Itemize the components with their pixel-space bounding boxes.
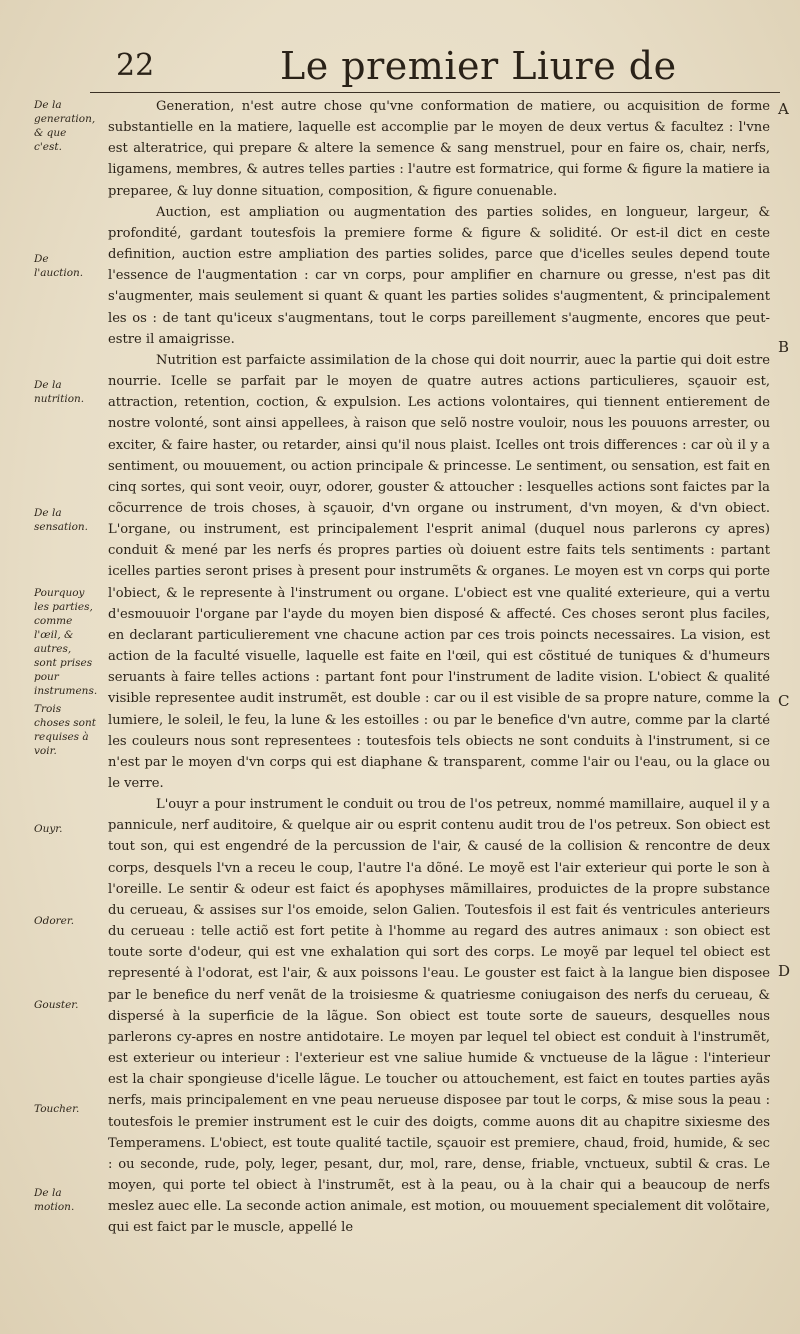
margin-note: De la motion. xyxy=(34,1187,75,1213)
section-letter: B xyxy=(778,338,790,356)
body-text xyxy=(108,96,770,1238)
margin-note: Ouyr. xyxy=(34,823,63,835)
margin-note: Pourquoy les parties, comme l'œil, & autres, sont prises pour instrumens. xyxy=(34,587,98,697)
paragraph-nutrition: Nutrition est parfaicte assimilation de la chose qui doit nourrir, auec la partie qui doit estre nourrie. Icelle se parfait par le moyen de quatre autres actions particulieres, sçauoir est, attraction, retention, coction, & expulsion. Les actions volontaires, qui tiennent entierement de nostre volonté, sont ainsi appellees, à raison que selõ nostre vouloir, nous les pouuons arrester, ou exciter, & faire haster, ou retarder, ainsi qu'il nous plaist. Icelles ont trois differences : car où il y a sentiment, ou mouuement, ou action principale & princesse. Le sentiment, ou sensation, est fait en cinq sortes, qui sont veoir, ouyr, odorer, gouster & attoucher : lesquelles actions sont faictes par la cõcurrence de trois choses, à sçauoir, d'vn organe ou instrument, d'vn moyen, & d'vn obiect. L'organe, ou instrument, est principalement l'esprit animal (duquel nous parlerons cy apres) conduit & mené par les nerfs és propres parties où doiuent estre faits tels sentiments : partant icelles parties seront prises à present pour instrumẽts & organes. Le moyen est vn corps qui porte l'obiect, & le represente à l'instrument ou organe. L'obiect est vne qualité exterieure, qui a vertu d'esmouuoir l'organe par l'ayde du moyen bien disposé & affecté. Ces choses seront plus faciles, en declarant particulierement vne chacune action par ces trois poincts necessaires. La vision, est action de la faculté visuelle, laquelle est faite en l'œil, qui est cõstitué de tuniques & d'humeurs seruants à faire telles actions : partant font pour l'instrument de ladite vision. L'obiect & qualité visible representee audit instrumẽt, est double : car ou il est visible de sa propre nature, comme la lumiere, le soleil, le feu, la lune & les estoilles : ou par le benefice d'vn autre, comme par la clarté les couleurs nous sont representees : toutesfois tels obiects ne sont conduits à l'instrument, si ce n'est par le moyen d'vn corps qui est diaphane & transparent, comme l'air ou l'eau, ou la glace ou le verre. xyxy=(108,352,770,791)
paragraph-auction: Auction, est ampliation ou augmentation des parties solides, en longueur, largeur, & profondité, gardant toutesfois la premiere forme & figure & solidité. Or est-il dict en ceste definition, auction estre ampliation des parties solides, parce que d'icelles seules depend toute l'essence de l'augmentation : car vn corps, pour amplifier en charnure ou gresse, n'est pas dit s'augmenter, mais seulement si quant & quant les parties solides s'augmentent, & principalement les os : de tant qu'iceux s'augmentans, tout le corps pareillement s'augmente, encores que peut-estre il amaigrisse. xyxy=(108,204,770,347)
page-number: 22 xyxy=(116,48,155,83)
margin-notes xyxy=(0,96,96,1326)
margin-note: Trois choses sont requises à voir. xyxy=(34,703,96,757)
page-header xyxy=(90,44,780,93)
margin-note: De la nutrition. xyxy=(34,379,85,405)
section-letter: C xyxy=(778,692,790,710)
margin-note: Gouster. xyxy=(34,999,79,1011)
margin-note: De l'auction. xyxy=(34,253,84,279)
section-letter: D xyxy=(778,962,791,980)
margin-note: Toucher. xyxy=(34,1103,80,1115)
running-title: Le premier Liure de xyxy=(280,44,677,88)
margin-note: De la sensation. xyxy=(34,507,89,533)
margin-note: Odorer. xyxy=(34,915,75,927)
paragraph-senses: L'ouyr a pour instrument le conduit ou trou de l'os petreux, nommé mamillaire, auquel il y a pannicule, nerf auditoire, & quelque air ou esprit contenu audit trou de l'os petreux. Son obiect est tout son, qui est engendré de la percussion de l'air, & causé de la collision & rencontre de deux corps, desquels l'vn a receu le coup, l'autre l'a dõné. Le moyẽ est l'air exterieur qui porte le son à l'oreille. Le sentir & odeur est faict és apophyses mãmillaires, produictes de la propre substance du cerueau, & assises sur l'os emoide, selon Galien. Toutesfois il est fait és ventricules anterieurs du cerueau : telle actiõ est fort petite à l'homme au regard des autres animaux : son obiect est toute sorte d'odeur, qui est vne exhalation qui sort des corps. Le moyẽ par lequel tel obiect est representé à l'odorat, est l'air, & aux poissons l'eau. Le gouster est faict à la langue bien disposee par le benefice du nerf venãt de la troisiesme & quatriesme coniugaison des nerfs du cerueau, & dispersé à la superficie de la lãgue. Son obiect est toute sorte de saueurs, desquelles nous parlerons cy-apres en nostre antidotaire. Le moyen par lequel tel obiect est conduit à l'instrumẽt, est exterieur ou interieur : l'exterieur est vne saliue humide & vnctueuse de la lãgue : l'interieur est la chair spongieuse d'icelle lãgue. Le toucher ou attouchement, est faict en toutes parties ayãs nerfs, mais principalement en vne peau nerueuse disposee par tout le corps, & mise sous la peau : toutesfois le premier instrument est le cuir des doigts, comme auons dit au chapitre sixiesme des Temperamens. L'obiect, est toute qualité tactile, sçauoir est premiere, chaud, froid, humide, & sec : ou seconde, rude, poly, leger, pesant, dur, mol, rare, dense, friable, vnctueux, subtil & cras. Le moyen, qui porte tel obiect à l'instrumẽt, est à la peau, ou à la chair qui a beaucoup de nerfs meslez auec elle. La seconde action animale, est motion, ou mouuement specialement dit volõtaire, qui est faict par le muscle, appellé le xyxy=(108,797,770,1236)
paragraph-generation: Generation, n'est autre chose qu'vne conformation de matiere, ou acquisition de forme substantielle en la matiere, laquelle est accomplie par le moyen de deux vertus & facultez : l'vne est alteratrice, qui prepare & altere la semence & sang menstruel, pour en faire os, chair, nerfs, ligamens, membres, & autres telles parties : l'autre est formatrice, qui forme & figure la matiere ia preparee, & luy donne situation, composition, & figure conuenable. xyxy=(108,99,770,199)
section-letter: A xyxy=(778,100,789,118)
margin-note: De la generation, & que c'est. xyxy=(34,99,96,153)
